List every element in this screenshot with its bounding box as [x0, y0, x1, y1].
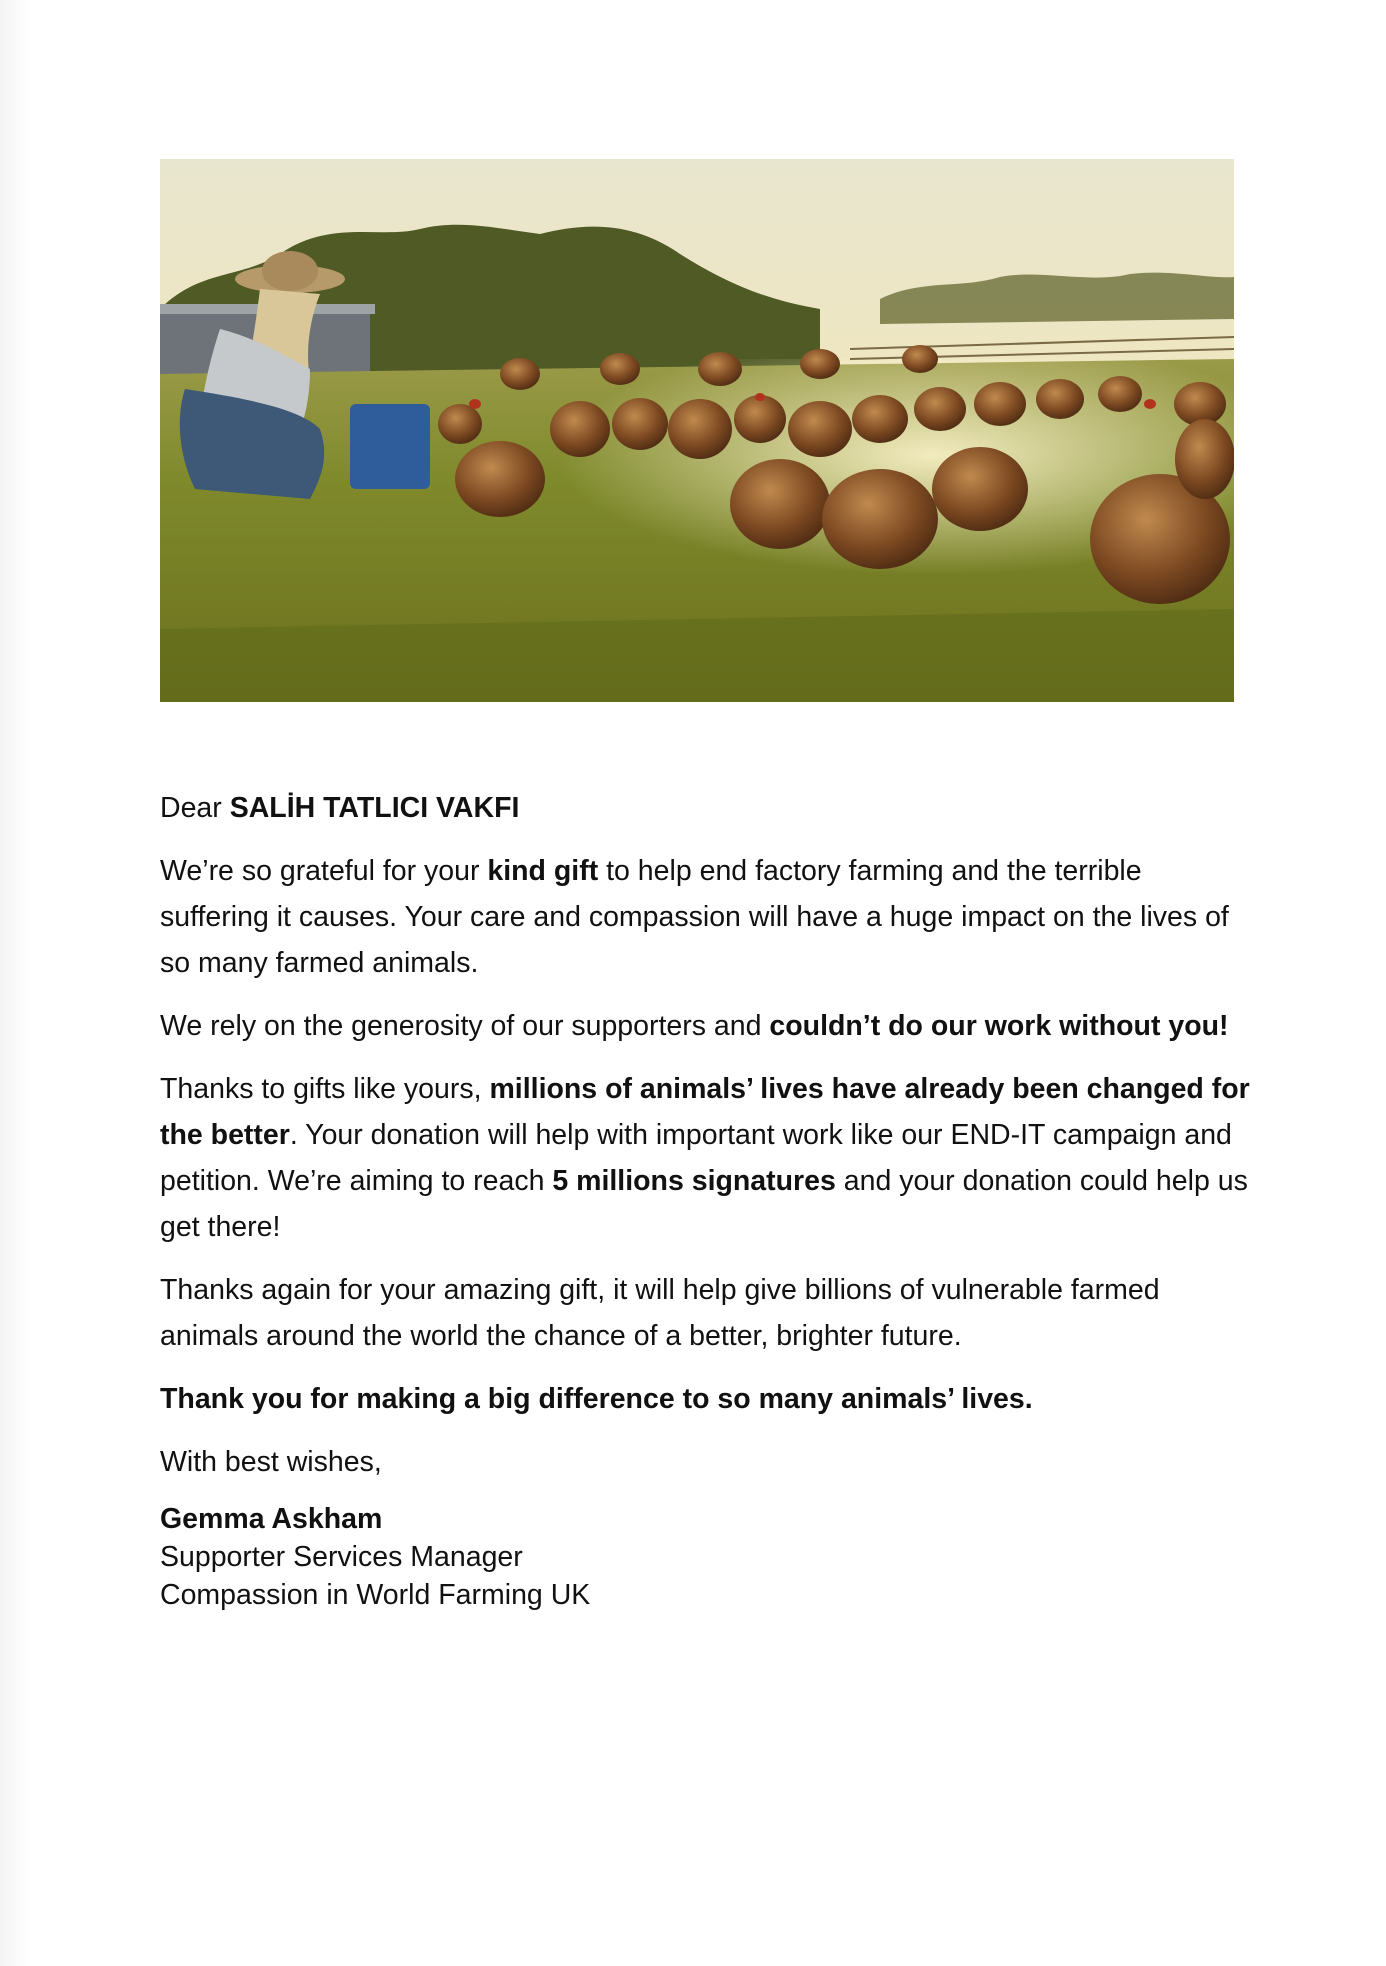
paragraph-gratitude [160, 848, 1250, 986]
p1-text-a: We’re so grateful for your [160, 855, 488, 887]
closing: With best wishes, [160, 1446, 382, 1478]
p3-text-a: Thanks to gifts like yours, [160, 1073, 490, 1105]
p3-bold-d: 5 millions signatures [552, 1165, 836, 1197]
p2-text-a: We rely on the generosity of our supporters and [160, 1010, 770, 1042]
paragraph-impact [160, 1066, 1250, 1250]
paragraph-reliance [160, 1003, 1250, 1049]
paragraph-thanks-again: Thanks again for your amazing gift, it will help give billions of vulnerable farmed animals around the world the chance of a better, brighter future. [160, 1274, 1160, 1352]
hero-photo [160, 159, 1234, 702]
p3-text-e: and your donation could help us get there! [160, 1165, 1248, 1243]
p3-bold-b: millions of animals’ lives have already been changed for the better [160, 1073, 1250, 1151]
p1-bold: kind gift [487, 855, 599, 887]
p1-text-c: to help end factory farming and the terrible suffering it causes. Your care and compassion will have a huge impact on the lives of so many farmed animals. [160, 855, 1229, 979]
salutation-line [160, 785, 1250, 831]
p5-bold: Thank you for making a big difference to so many animals’ lives. [160, 1383, 1033, 1415]
salutation: Dear [160, 792, 222, 824]
signature-block [160, 1500, 1250, 1614]
signer-organization: Compassion in World Farming UK [160, 1579, 591, 1611]
signer-title: Supporter Services Manager [160, 1541, 523, 1573]
signer-name: Gemma Askham [160, 1503, 383, 1535]
paragraph-closing-thanks [160, 1376, 1250, 1422]
p3-text-c: . Your donation will help with important work like our END-IT campaign and petition. We’re aiming to reach [160, 1119, 1232, 1197]
p2-bold: couldn’t do our work without you! [769, 1010, 1229, 1042]
letter-body [160, 785, 1250, 1614]
recipient-name: SALİH TATLICI VAKFI [229, 792, 520, 824]
